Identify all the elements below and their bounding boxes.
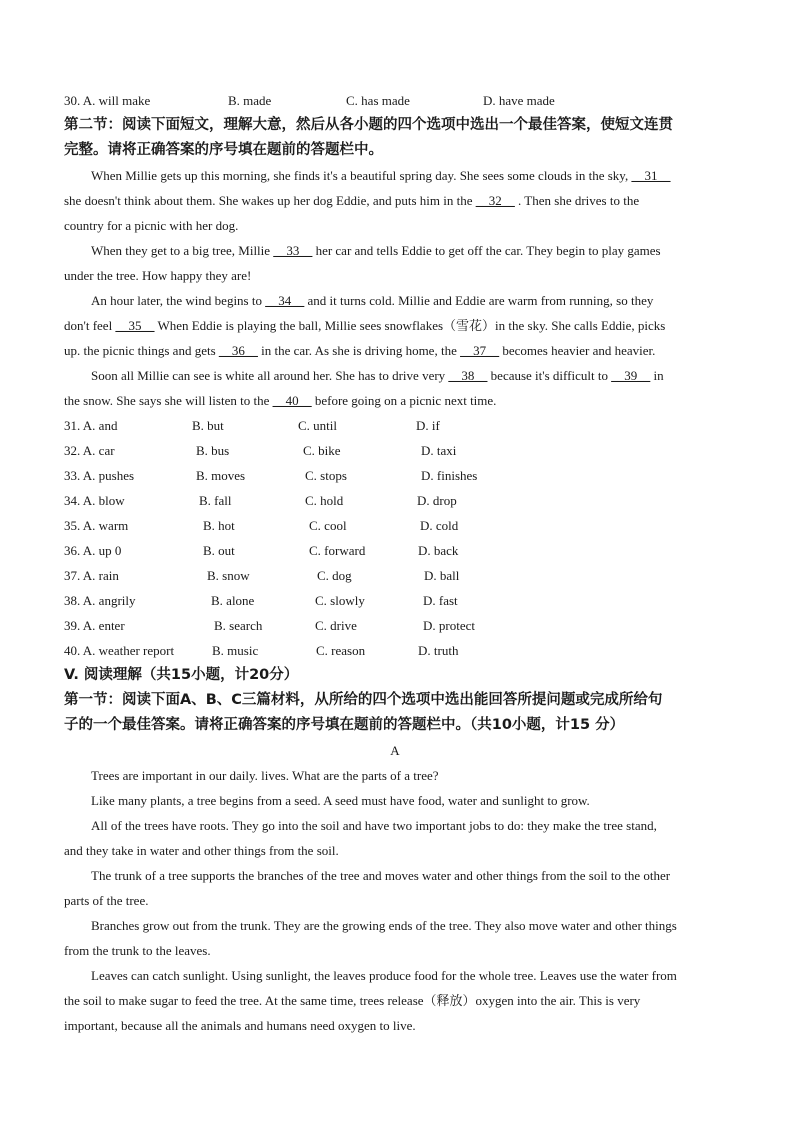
- option-row: [64, 463, 726, 488]
- question-30-options: [64, 88, 726, 113]
- passage-text: don't feel: [64, 318, 116, 333]
- option-c: C. until: [298, 418, 338, 433]
- blank-33: __33__: [273, 243, 313, 258]
- option-c: C. reason: [316, 643, 366, 658]
- passage-line: under the tree. How happy they are!: [64, 268, 252, 283]
- option-a: 36. A. up 0: [64, 543, 122, 558]
- option-a: 34. A. blow: [64, 493, 125, 508]
- option-b: B. bus: [196, 443, 230, 458]
- passage-text: because it's difficult to: [487, 368, 612, 383]
- option-row: [64, 638, 726, 663]
- passage-a-line: and they take in water and other things from the soil.: [64, 843, 339, 858]
- passage-text: before going on a picnic next time.: [311, 393, 497, 408]
- option-b: B. music: [212, 643, 259, 658]
- passage-text: in: [650, 368, 664, 383]
- passage-a-line: Trees are important in our daily. lives. What are the parts of a tree?: [91, 768, 439, 783]
- passage-line: [64, 313, 726, 338]
- option-b: B. search: [214, 618, 263, 633]
- passage-a-line: The trunk of a tree supports the branches of the tree and moves water and other things from the soil to the other: [91, 868, 671, 883]
- passage-a-line: important, because all the animals and humans need oxygen to live.: [64, 1018, 416, 1033]
- option-d: D. fast: [423, 593, 458, 608]
- option-row: [64, 563, 726, 588]
- cloze-options: [64, 413, 726, 663]
- exam-page: [64, 88, 726, 1038]
- option-d: D. finishes: [421, 468, 478, 483]
- passage-letter: A: [390, 743, 400, 758]
- passage-text: the snow. She says she will listen to the: [64, 393, 273, 408]
- option-b: B. moves: [196, 468, 246, 483]
- option-b: B. hot: [203, 518, 235, 533]
- passage-text: her car and tells Eddie to get off the car. They begin to play games: [312, 243, 661, 258]
- option-d: D. drop: [417, 493, 457, 508]
- passage-line: [64, 338, 726, 363]
- passage-a-line: Leaves can catch sunlight. Using sunlight, the leaves produce food for the whole tree. Leaves use the water from: [91, 968, 677, 983]
- passage-line: [64, 288, 726, 313]
- passage-a-line: from the trunk to the leaves.: [64, 943, 211, 958]
- blank-39: __39__: [611, 368, 651, 383]
- option-a: 39. A. enter: [64, 618, 125, 633]
- part-v-section1-line2: 子的一个最佳答案。请将正确答案的序号填在题前的答题栏中。（共10小题，计15 分）: [64, 717, 625, 733]
- option-b: B. out: [203, 543, 235, 558]
- blank-35: __35__: [115, 318, 155, 333]
- part-v-title: V. 阅读理解（共15小题，计20分）: [64, 667, 299, 683]
- option-c: C. slowly: [315, 593, 365, 608]
- option-d: D. ball: [424, 568, 460, 583]
- passage-text: . Then she drives to the: [514, 193, 640, 208]
- passage-text: and it turns cold. Millie and Eddie are warm from running, so they: [304, 293, 654, 308]
- section2-heading-line2: 完整。请将正确答案的序号填在题前的答题栏中。: [64, 142, 383, 158]
- option-row: [64, 613, 726, 638]
- section2-heading-line1: 第二节：阅读下面短文，理解大意，然后从各小题的四个选项中选出一个最佳答案，使短文连贯: [64, 117, 673, 133]
- passage-text: An hour later, the wind begins to: [91, 293, 266, 308]
- option-d: D. taxi: [421, 443, 457, 458]
- part-v-section1-line1: 第一节：阅读下面A、B、C三篇材料，从所给的四个选项中选出能回答所提问题或完成所给句: [64, 692, 663, 708]
- reading-passage-a: [64, 763, 726, 1038]
- blank-31: __31__: [631, 168, 671, 183]
- cloze-passage: [64, 163, 726, 413]
- blank-38: __38__: [448, 368, 488, 383]
- passage-text: she doesn't think about them. She wakes up her dog Eddie, and puts him in the: [64, 193, 476, 208]
- option-a: 30. A. will make: [64, 93, 151, 108]
- passage-a-line: the soil to make sugar to feed the tree. At the same time, trees release（释放）oxygen into the air. This is very: [64, 993, 641, 1008]
- option-b: B. but: [192, 418, 224, 433]
- option-row: [64, 513, 726, 538]
- option-row: [64, 413, 726, 438]
- option-c: C. dog: [317, 568, 352, 583]
- passage-a-line: parts of the tree.: [64, 893, 149, 908]
- passage-a-line: All of the trees have roots. They go into the soil and have two important jobs to do: they make the tree stand,: [91, 818, 657, 833]
- option-b: B. made: [228, 93, 272, 108]
- option-c: C. hold: [305, 493, 344, 508]
- option-d: D. back: [418, 543, 459, 558]
- option-b: B. alone: [211, 593, 255, 608]
- option-c: C. drive: [315, 618, 357, 633]
- passage-a-line: Like many plants, a tree begins from a seed. A seed must have food, water and sunlight to grow.: [91, 793, 590, 808]
- blank-40: __40__: [272, 393, 312, 408]
- passage-line: [64, 388, 726, 413]
- passage-line: [64, 363, 726, 388]
- option-row: [64, 438, 726, 463]
- passage-text: When Millie gets up this morning, she finds it's a beautiful spring day. She sees some clouds in the sky,: [91, 168, 632, 183]
- passage-text: Soon all Millie can see is white all around her. She has to drive very: [91, 368, 449, 383]
- option-c: C. stops: [305, 468, 347, 483]
- blank-34: __34__: [265, 293, 305, 308]
- option-a: 40. A. weather report: [64, 643, 175, 658]
- option-d: D. have made: [483, 93, 555, 108]
- blank-32: __32__: [475, 193, 515, 208]
- passage-line: country for a picnic with her dog.: [64, 218, 239, 233]
- passage-a-line: Branches grow out from the trunk. They are the growing ends of the tree. They also move water and other things: [91, 918, 677, 933]
- option-row: [64, 538, 726, 563]
- option-c: C. bike: [303, 443, 341, 458]
- option-b: B. snow: [207, 568, 250, 583]
- option-d: D. cold: [420, 518, 459, 533]
- option-d: D. if: [416, 418, 440, 433]
- option-c: C. has made: [346, 93, 410, 108]
- option-b: B. fall: [199, 493, 232, 508]
- passage-text: in the car. As she is driving home, the: [257, 343, 461, 358]
- passage-line: [64, 238, 726, 263]
- option-d: D. protect: [423, 618, 475, 633]
- option-a: 35. A. warm: [64, 518, 129, 533]
- passage-text: becomes heavier and heavier.: [499, 343, 656, 358]
- blank-36: __36__: [218, 343, 258, 358]
- blank-37: __37__: [460, 343, 500, 358]
- option-row: [64, 588, 726, 613]
- option-a: 31. A. and: [64, 418, 118, 433]
- option-c: C. forward: [309, 543, 366, 558]
- option-a: 38. A. angrily: [64, 593, 136, 608]
- passage-text: When Eddie is playing the ball, Millie sees snowflakes（雪花）in the sky. She calls Eddie, picks: [154, 318, 666, 333]
- passage-text: When they get to a big tree, Millie: [91, 243, 274, 258]
- passage-line: [64, 163, 726, 188]
- option-d: D. truth: [418, 643, 459, 658]
- option-c: C. cool: [309, 518, 347, 533]
- option-a: 32. A. car: [64, 443, 115, 458]
- option-a: 37. A. rain: [64, 568, 119, 583]
- option-a: 33. A. pushes: [64, 468, 135, 483]
- passage-line: [64, 188, 726, 213]
- passage-text: up. the picnic things and gets: [64, 343, 219, 358]
- option-row: [64, 488, 726, 513]
